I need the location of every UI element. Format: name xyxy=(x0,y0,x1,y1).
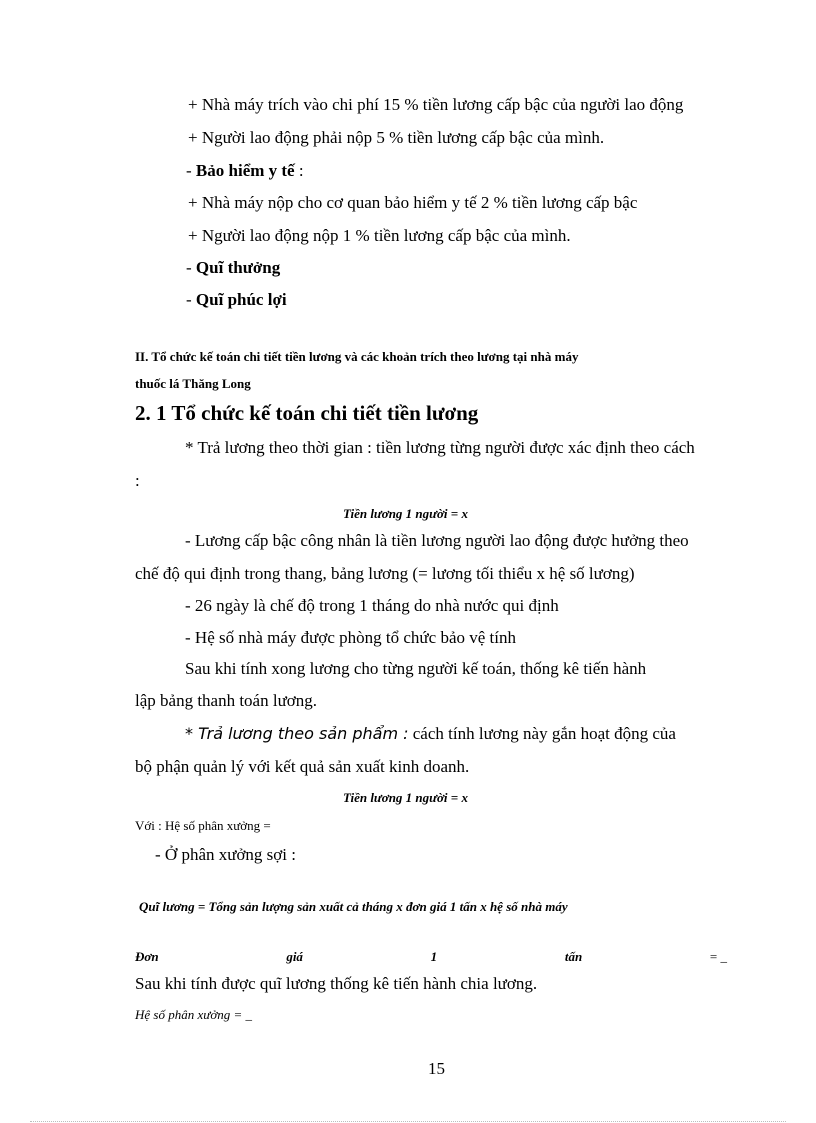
text-line-5: + Người lao động nộp 1 % tiền lương cấp bậc của mình. xyxy=(188,226,571,245)
unit-price-word-3: 1 xyxy=(430,949,438,964)
para-time-pay: * Trả lương theo thời gian : tiền lương từng người được xác định theo cách xyxy=(185,438,695,457)
product-pay-text: cách tính lương này gắn hoạt động của xyxy=(408,724,676,743)
para-after-fund: Sau khi tính được quĩ lương thống kê tiến hành chia lương. xyxy=(135,974,538,993)
coef-line: Hệ số phân xưởng = _ xyxy=(135,1007,253,1022)
text-line-2: + Người lao động phải nộp 5 % tiền lương cấp bậc của mình. xyxy=(188,128,605,147)
page-bottom-rule xyxy=(30,1121,786,1122)
note-wage-level: - Lương cấp bậc công nhân là tiền lương người lao động được hưởng theo xyxy=(185,531,689,550)
para-product-pay-cont: bộ phận quản lý với kết quả sản xuất kinh doanh. xyxy=(135,757,470,776)
bullet-welfare-fund: - Quĩ phúc lợi xyxy=(186,290,287,309)
para-product-pay xyxy=(185,723,676,745)
section-heading-line1: II. Tổ chức kế toán chi tiết tiền lương và các khoản trích theo lương tại nhà máy xyxy=(135,349,579,364)
unit-price-word-2: giá xyxy=(286,949,303,964)
text-line-1: + Nhà máy trích vào chi phí 15 % tiền lương cấp bậc của người lao động xyxy=(188,95,684,114)
page-number: 15 xyxy=(428,1059,445,1078)
unit-price-eq: = _ xyxy=(709,949,727,964)
para-after-calc: Sau khi tính xong lương cho từng người kế toán, thống kê tiến hành xyxy=(185,659,647,678)
bullet-insurance-health: - Bảo hiểm y tế : xyxy=(186,161,304,180)
heading-bonus-fund: Quĩ thưởng xyxy=(195,258,281,277)
fund-formula: Quĩ lương = Tổng sản lượng sản xuất cả tháng x đơn giá 1 tấn x hệ số nhà máy xyxy=(139,899,568,914)
text-line-4: + Nhà máy nộp cho cơ quan bảo hiểm y tế 2 % tiền lương cấp bậc xyxy=(188,193,638,212)
product-pay-label: * Trả lương theo sản phẩm : xyxy=(185,724,409,743)
note-26-days: - 26 ngày là chế độ trong 1 tháng do nhà nước qui định xyxy=(185,596,559,615)
unit-price-word-4: tấn xyxy=(564,949,583,964)
note-wage-level-cont: chế độ qui định trong thang, bảng lương (= lương tối thiểu x hệ số lương) xyxy=(135,564,635,583)
unit-price-line xyxy=(135,946,727,968)
para-time-pay-cont: : xyxy=(135,471,140,490)
workshop-coef-line: Với : Hệ số phân xưởng = xyxy=(135,818,271,833)
formula-salary-1: Tiền lương 1 người = x xyxy=(343,506,468,521)
bullet-bonus-fund: - Quĩ thưởng xyxy=(186,258,281,277)
yarn-workshop-line: - Ở phân xưởng sợi : xyxy=(155,845,296,864)
section-heading-line2: thuốc lá Thăng Long xyxy=(135,376,251,391)
note-factory-coef: - Hệ số nhà máy được phòng tổ chức bảo vệ tính xyxy=(185,628,516,647)
heading-welfare-fund: Quĩ phúc lợi xyxy=(195,290,287,309)
unit-price-word-1: Đơn xyxy=(135,949,159,964)
section-heading xyxy=(135,346,718,368)
para-after-calc-cont: lập bảng thanh toán lương. xyxy=(135,691,318,710)
formula-salary-2: Tiền lương 1 người = x xyxy=(343,790,468,805)
heading-health-insurance: Bảo hiểm y tế xyxy=(195,161,295,180)
subheading: 2. 1 Tổ chức kế toán chi tiết tiền lương xyxy=(135,401,479,425)
